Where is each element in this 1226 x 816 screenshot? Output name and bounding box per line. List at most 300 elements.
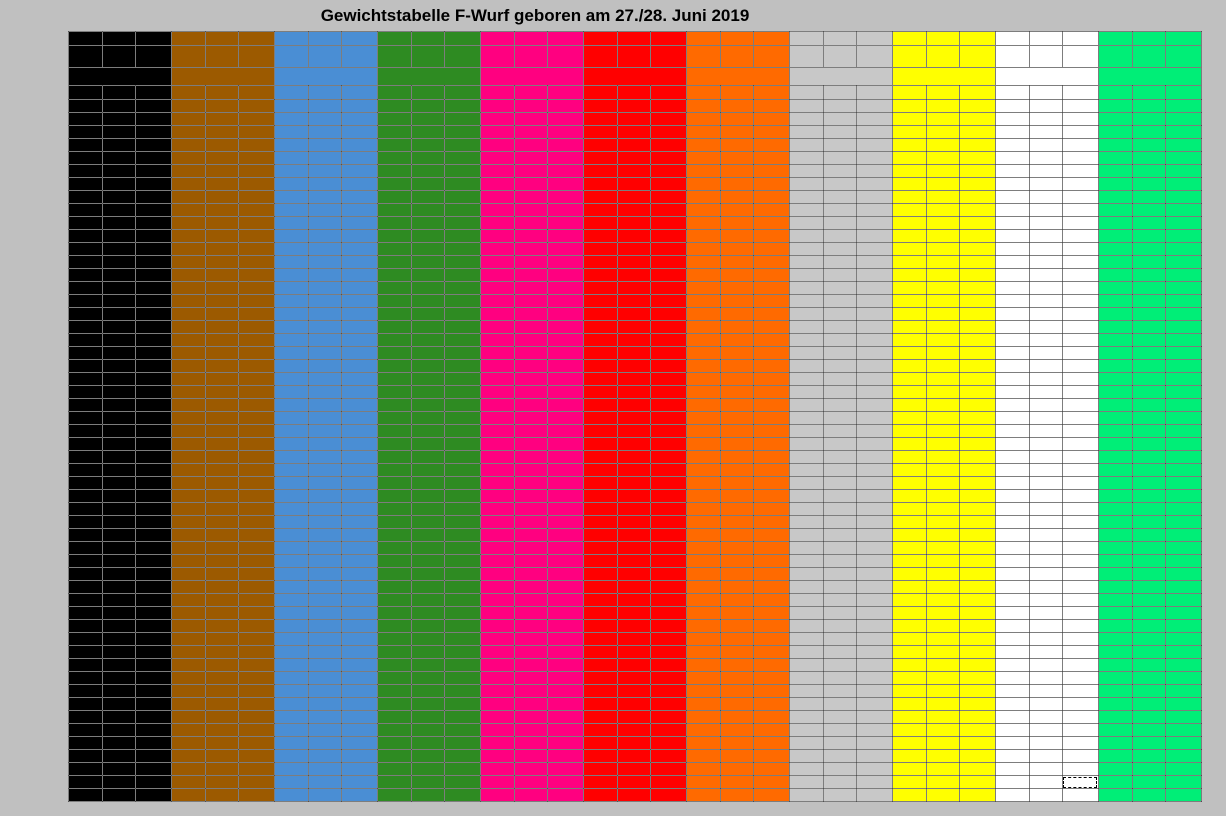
gain-cell (514, 724, 547, 737)
percent-cell (1165, 126, 1201, 139)
gain-cell (823, 360, 856, 373)
weight-cell (995, 165, 1029, 178)
gain-cell (720, 568, 753, 581)
weight-cell (377, 685, 411, 698)
weight-cell (995, 230, 1029, 243)
weight-cell (583, 516, 617, 529)
gain-cell (720, 113, 753, 126)
percent-cell (1165, 620, 1201, 633)
weight-cell (480, 360, 514, 373)
weight-cell (1098, 503, 1132, 516)
weight-cell (583, 191, 617, 204)
table-row (0, 113, 1201, 126)
gain-cell (1132, 672, 1165, 685)
gain-cell (1132, 633, 1165, 646)
weight-cell (1098, 737, 1132, 750)
weight-cell (892, 412, 926, 425)
date-cell (0, 386, 68, 399)
percent-cell (1165, 685, 1201, 698)
gain-cell (308, 100, 341, 113)
table-row (0, 503, 1201, 516)
percent-cell (1062, 269, 1098, 282)
percent-cell (650, 386, 686, 399)
weight-cell (892, 776, 926, 789)
gain-cell (823, 477, 856, 490)
gain-cell (514, 477, 547, 490)
percent-cell (650, 438, 686, 451)
percent-cell (341, 178, 377, 191)
gain-cell (308, 568, 341, 581)
table-row (0, 230, 1201, 243)
percent-cell (650, 594, 686, 607)
gain-cell (102, 113, 135, 126)
gain-cell (1029, 230, 1062, 243)
gain-cell (102, 464, 135, 477)
male-icon (789, 46, 823, 68)
percent-cell (341, 321, 377, 334)
header-row-names (0, 68, 1201, 86)
percent-cell (959, 243, 995, 256)
date-cell (0, 620, 68, 633)
gain-cell (617, 607, 650, 620)
gain-cell (926, 646, 959, 659)
percent-cell (856, 139, 892, 152)
gain-cell (1029, 750, 1062, 763)
gain-cell (411, 529, 444, 542)
gain-cell (102, 165, 135, 178)
percent-cell (1062, 529, 1098, 542)
percent-cell (341, 373, 377, 386)
weight-cell (1098, 139, 1132, 152)
weight-cell (68, 490, 102, 503)
gain-cell (411, 568, 444, 581)
date-cell (0, 737, 68, 750)
percent-cell (238, 295, 274, 308)
percent-cell (444, 204, 480, 217)
in-label (341, 32, 377, 46)
weight-cell (686, 542, 720, 555)
weight-cell (1098, 386, 1132, 399)
weight-cell (686, 204, 720, 217)
gain-cell (308, 295, 341, 308)
weight-cell (789, 477, 823, 490)
gain-cell (514, 672, 547, 685)
weight-cell (686, 672, 720, 685)
percent-cell (444, 503, 480, 516)
gain-cell (411, 542, 444, 555)
weight-cell (377, 139, 411, 152)
weight-cell (789, 256, 823, 269)
gain-cell (720, 620, 753, 633)
percent-cell (1062, 685, 1098, 698)
gain-cell (205, 412, 238, 425)
percent-cell (650, 503, 686, 516)
percent-cell (753, 451, 789, 464)
weight-cell (1098, 594, 1132, 607)
percent-cell (753, 607, 789, 620)
percent-cell (856, 451, 892, 464)
gain-cell (205, 321, 238, 334)
percent-cell (1062, 113, 1098, 126)
gain-cell (514, 321, 547, 334)
gain-cell (617, 685, 650, 698)
weight-cell (583, 269, 617, 282)
gain-cell (823, 165, 856, 178)
percent-cell (135, 464, 171, 477)
female-icon (583, 46, 617, 68)
gain-cell (926, 633, 959, 646)
weight-cell (892, 594, 926, 607)
gain-cell (205, 477, 238, 490)
percent-cell (753, 204, 789, 217)
weight-cell (480, 308, 514, 321)
grams-unit-label (720, 46, 753, 68)
slot-label (686, 32, 720, 46)
gain-cell (514, 451, 547, 464)
gain-cell (926, 594, 959, 607)
gain-cell (926, 724, 959, 737)
weight-cell (1098, 581, 1132, 594)
percent-cell (1165, 776, 1201, 789)
percent-cell (547, 464, 583, 477)
percent-cell (238, 685, 274, 698)
slot-label (789, 32, 823, 46)
percent-cell (238, 750, 274, 763)
gain-cell (823, 464, 856, 477)
gain-cell (1132, 204, 1165, 217)
weight-cell (789, 399, 823, 412)
percent-cell (959, 269, 995, 282)
gain-cell (720, 360, 753, 373)
percent-cell (856, 360, 892, 373)
date-cell (0, 477, 68, 490)
percent-cell (959, 282, 995, 295)
weight-cell (377, 191, 411, 204)
date-cell (0, 113, 68, 126)
gain-cell (926, 321, 959, 334)
gain-cell (926, 113, 959, 126)
weight-cell (171, 737, 205, 750)
percent-cell (1165, 191, 1201, 204)
gain-cell (1029, 672, 1062, 685)
weight-cell (171, 191, 205, 204)
gain-cell (308, 178, 341, 191)
weight-cell (789, 646, 823, 659)
gain-cell (1029, 555, 1062, 568)
percent-cell (341, 139, 377, 152)
percent-cell (547, 334, 583, 347)
weight-cell (583, 659, 617, 672)
weight-cell (789, 724, 823, 737)
weight-cell (995, 672, 1029, 685)
date-cell (0, 464, 68, 477)
gain-cell (308, 152, 341, 165)
weight-cell (789, 191, 823, 204)
gain-cell (617, 542, 650, 555)
weight-cell (377, 243, 411, 256)
gain-cell (514, 620, 547, 633)
percent-cell (753, 724, 789, 737)
weight-cell (171, 659, 205, 672)
percent-cell (753, 269, 789, 282)
weight-cell (995, 360, 1029, 373)
percent-cell (753, 152, 789, 165)
gain-cell (205, 308, 238, 321)
gain-cell (617, 594, 650, 607)
percent-cell (1062, 165, 1098, 178)
gain-cell (514, 776, 547, 789)
weight-cell (480, 230, 514, 243)
gain-cell (205, 100, 238, 113)
gain-cell (102, 321, 135, 334)
weight-cell (1098, 633, 1132, 646)
gain-cell (102, 412, 135, 425)
weight-cell (1098, 165, 1132, 178)
gain-cell (617, 139, 650, 152)
gain-cell (617, 126, 650, 139)
percent-cell (238, 568, 274, 581)
percent-cell (238, 282, 274, 295)
weight-cell (892, 204, 926, 217)
gain-cell (308, 464, 341, 477)
gain-cell (514, 581, 547, 594)
table-row (0, 659, 1201, 672)
gain-cell (205, 646, 238, 659)
gain-cell (411, 204, 444, 217)
percent-cell (341, 230, 377, 243)
percent-cell (959, 178, 995, 191)
date-cell (0, 659, 68, 672)
gain-cell (308, 165, 341, 178)
gain-cell (720, 373, 753, 386)
percent-cell (135, 399, 171, 412)
percent-cell (238, 399, 274, 412)
weight-cell (892, 646, 926, 659)
weight-cell (892, 178, 926, 191)
percent-cell (1165, 217, 1201, 230)
weight-cell (789, 334, 823, 347)
weight-cell (686, 594, 720, 607)
percent-cell (1062, 750, 1098, 763)
percent-cell (1165, 581, 1201, 594)
percent-cell (547, 490, 583, 503)
percent-cell (444, 594, 480, 607)
percent-cell (650, 633, 686, 646)
percent-cell (650, 100, 686, 113)
gain-cell (720, 490, 753, 503)
gain-cell (514, 698, 547, 711)
weight-cell (583, 633, 617, 646)
gain-cell (926, 334, 959, 347)
dot-label (1132, 32, 1165, 46)
gain-cell (308, 607, 341, 620)
gain-cell (205, 750, 238, 763)
percent-cell (341, 347, 377, 360)
gain-cell (720, 581, 753, 594)
date-cell (0, 672, 68, 685)
gain-cell (411, 191, 444, 204)
weight-cell (171, 633, 205, 646)
percent-cell (341, 243, 377, 256)
percent-cell (444, 282, 480, 295)
gain-cell (720, 594, 753, 607)
gain-cell (1029, 646, 1062, 659)
table-row (0, 724, 1201, 737)
gain-cell (1132, 217, 1165, 230)
gain-cell (411, 139, 444, 152)
percent-cell (753, 243, 789, 256)
weight-cell (892, 282, 926, 295)
gain-cell (308, 347, 341, 360)
weight-cell (171, 321, 205, 334)
percent-cell (444, 672, 480, 685)
gain-cell (720, 763, 753, 776)
weight-cell (1098, 789, 1132, 802)
percent-cell (856, 464, 892, 477)
percent-cell (856, 295, 892, 308)
weight-cell (1098, 347, 1132, 360)
gain-cell (1029, 191, 1062, 204)
percent-cell (856, 776, 892, 789)
weight-cell (686, 126, 720, 139)
birth-weight (995, 86, 1029, 100)
gain-cell (411, 750, 444, 763)
gain-cell (1029, 425, 1062, 438)
gain-cell (205, 633, 238, 646)
percent-cell (238, 360, 274, 373)
gain-cell (411, 581, 444, 594)
date-cell (0, 542, 68, 555)
weight-cell (1098, 490, 1132, 503)
gain-cell (617, 620, 650, 633)
corner-cell (0, 46, 68, 68)
weight-cell (686, 165, 720, 178)
gain-cell (205, 217, 238, 230)
weight-cell (68, 464, 102, 477)
percent-cell (238, 256, 274, 269)
percent-cell (753, 425, 789, 438)
percent-cell (444, 321, 480, 334)
percent-cell (1062, 386, 1098, 399)
percent-cell (341, 191, 377, 204)
percent-cell (959, 347, 995, 360)
gain-cell (1132, 490, 1165, 503)
gain-cell (823, 282, 856, 295)
weight-cell (892, 113, 926, 126)
percent-cell (650, 204, 686, 217)
gain-cell (102, 282, 135, 295)
gain-cell (720, 451, 753, 464)
weight-cell (377, 451, 411, 464)
gain-cell (823, 646, 856, 659)
percent-cell (238, 711, 274, 724)
weight-cell (171, 529, 205, 542)
percent-cell (547, 529, 583, 542)
percent-cell (753, 139, 789, 152)
corner-cell (0, 68, 68, 86)
puppy-name (1098, 68, 1201, 86)
weight-cell (583, 763, 617, 776)
weight-cell (480, 373, 514, 386)
gain-cell (823, 607, 856, 620)
gain-cell (514, 139, 547, 152)
percent-cell (547, 152, 583, 165)
weight-cell (583, 412, 617, 425)
gain-cell (617, 711, 650, 724)
percent-cell (1062, 711, 1098, 724)
gain-cell (926, 750, 959, 763)
percent-cell (1165, 477, 1201, 490)
gain-cell (1029, 724, 1062, 737)
percent-cell (444, 139, 480, 152)
gain-cell (514, 711, 547, 724)
weight-cell (274, 516, 308, 529)
gain-cell (411, 152, 444, 165)
gain-cell (308, 113, 341, 126)
gain-cell (102, 386, 135, 399)
weight-cell (995, 711, 1029, 724)
gain-cell (926, 204, 959, 217)
weight-cell (892, 698, 926, 711)
weight-cell (892, 516, 926, 529)
birth-row (0, 86, 1201, 100)
weight-cell (686, 711, 720, 724)
weight-cell (995, 529, 1029, 542)
percent-cell (1165, 373, 1201, 386)
gain-cell (102, 711, 135, 724)
weight-cell (995, 113, 1029, 126)
weight-cell (995, 646, 1029, 659)
gain-cell (411, 425, 444, 438)
gain-cell (926, 464, 959, 477)
gain-cell (102, 438, 135, 451)
weight-cell (68, 620, 102, 633)
gain-cell (1029, 685, 1062, 698)
gain-cell (617, 191, 650, 204)
gain-cell (205, 529, 238, 542)
weight-cell (171, 334, 205, 347)
weight-cell (892, 100, 926, 113)
gain-cell (205, 464, 238, 477)
gain-cell (1029, 529, 1062, 542)
gain-cell (1132, 477, 1165, 490)
weight-cell (892, 139, 926, 152)
weight-cell (995, 100, 1029, 113)
grams-unit-label (1029, 46, 1062, 68)
percent-cell (1165, 178, 1201, 191)
weight-cell (583, 750, 617, 763)
percent-cell (650, 607, 686, 620)
gain-cell (926, 542, 959, 555)
percent-cell (856, 750, 892, 763)
weight-cell (68, 230, 102, 243)
percent-cell (135, 113, 171, 126)
table-row (0, 607, 1201, 620)
percent-cell (1062, 230, 1098, 243)
percent-cell (341, 217, 377, 230)
gain-cell (411, 763, 444, 776)
weight-cell (274, 581, 308, 594)
percent-cell (959, 308, 995, 321)
percent-cell (238, 425, 274, 438)
gain-cell (308, 282, 341, 295)
weight-cell (583, 672, 617, 685)
gain-cell (926, 282, 959, 295)
weight-cell (68, 256, 102, 269)
gain-cell (514, 217, 547, 230)
in-label (856, 32, 892, 46)
percent-cell (547, 672, 583, 685)
